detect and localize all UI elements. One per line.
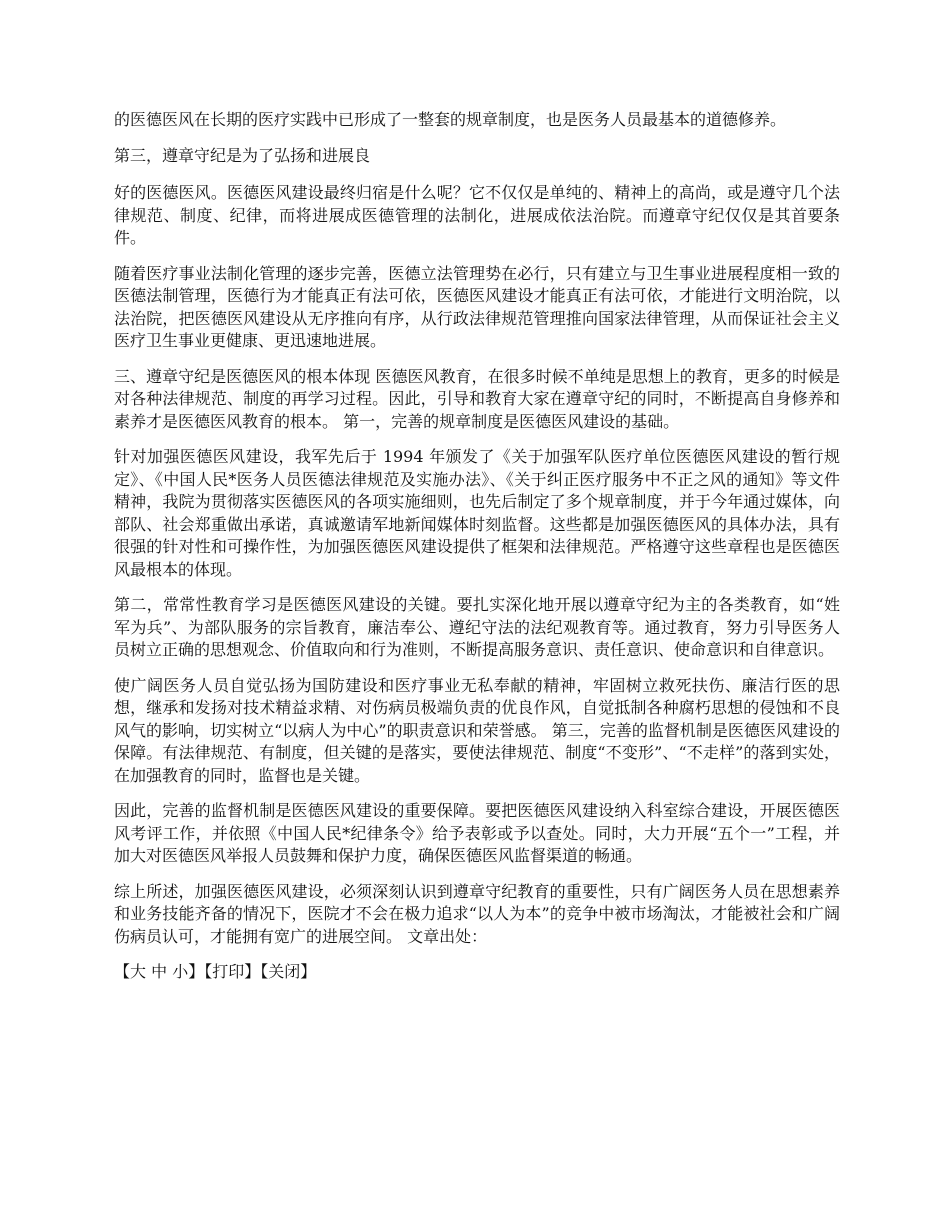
close-link[interactable]: 关闭 [268, 962, 301, 981]
bracket-close: 】 [188, 962, 205, 981]
paragraph-8: 使广阔医务人员自觉弘扬为国防建设和医疗事业无私奉献的精神，牢固树立救死扶伤、廉洁行医的思想，继承和发扬对技术精益求精、对伤病员极端负责的优良作风，自觉抵制各种腐朽思想的侵蚀和不良风气的影响，切实树立“以病人为中心”的职责意识和荣誉感。 第三，完善的监督机制是医德医风建设的保障。有法律规范、有制度，但关键的是落实，要使法律规范、制度“不变形”、“不走样”的落到实处，在加强教育的同时，监督也是关键。 [114, 675, 840, 785]
paragraph-5: 三、遵章守纪是医德医风的根本体现 医德医风教育，在很多时候不单纯是思想上的教育，更多的时候是对各种法律规范、制度的再学习过程。因此，引导和教育大家在遵章守纪的同时，不断提高自身修养和素养才是医德医风教育的根本。 第一，完善的规章制度是医德医风建设的基础。 [114, 366, 840, 431]
bracket-open: 【 [260, 962, 269, 981]
paragraph-4: 随着医疗事业法制化管理的逐步完善，医德立法管理势在必行，只有建立与卫生事业进展程度相一致的医德法制管理，医德行为才能真正有法可依，医德医风建设才能真正有法可依，才能进行文明治院，以法治院，把医德医风建设从无序推向有序，从行政法律规范管理推向国家法律管理，从而保证社会主义医疗卫生事业更健康、更迅速地进展。 [114, 263, 840, 350]
document-body [114, 109, 840, 983]
paragraph-10: 综上所述，加强医德医风建设，必须深刻认识到遵章守纪教育的重要性，只有广阔医务人员在思想素养和业务技能齐备的情况下，医院才不会在极力追求“以人为本”的竞争中被市场淘汰，才能被社会和广阔伤病员认可，才能拥有宽广的进展空间。 文章出处： [114, 881, 840, 946]
print-link[interactable]: 打印 [212, 962, 245, 981]
paragraph-1: 的医德医风在长期的医疗实践中已形成了一整套的规章制度，也是医务人员最基本的道德修养。 [114, 110, 787, 129]
footer-links [114, 961, 840, 983]
paragraph-9: 因此，完善的监督机制是医德医风建设的重要保障。要把医德医风建设纳入科室综合建设，开展医德医风考评工作，并依照《中国人民*纪律条令》给予表彰或予以查处。同时，大力开展“五个一”工程，并加大对医德医风举报人员鼓舞和保护力度，确保医德医风监督渠道的畅通。 [114, 801, 840, 865]
bracket-close: 】 [244, 962, 261, 981]
bracket-close: 】 [300, 962, 317, 981]
paragraph-6: 针对加强医德医风建设，我军先后于 1994 年颁发了《关于加强军队医疗单位医德医风建设的暂行规定》、《中国人民*医务人员医德法律规范及实施办法》、《关于纠正医疗服务中不正之风的通知》等文件精神，我院为贯彻落实医德医风的各项实施细则，也先后制定了多个规章制度，并于今年通过媒体，向部队、社会郑重做出承诺，真诚邀请军地新闻媒体时刻监督。这些都是加强医德医风的具体办法，具有很强的针对性和可操作性，为加强医德医风建设提供了框架和法律规范。严格遵守这些章程也是医德医风最根本的体现。 [114, 447, 840, 579]
paragraph-3: 好的医德医风。医德医风建设最终归宿是什么呢？它不仅仅是单纯的、精神上的高尚，或是遵守几个法律规范、制度、纪律，而将进展成医德管理的法制化，进展成依法治院。而遵章守纪仅仅是其首要条件。 [114, 183, 840, 247]
bracket-open: 【 [114, 962, 131, 981]
paragraph-7: 第二，常常性教育学习是医德医风建设的关键。要扎实深化地开展以遵章守纪为主的各类教育，如“姓军为兵”、为部队服务的宗旨教育，廉洁奉公、遵纪守法的法纪观教育等。通过教育，努力引导医务人员树立正确的思想观念、价值取向和行为准则，不断提高服务意识、责任意识、使命意识和自律意识。 [114, 595, 840, 659]
font-size-link[interactable]: 大 中 小 [130, 962, 189, 981]
paragraph-2: 第三，遵章守纪是为了弘扬和进展良 [114, 145, 371, 165]
bracket-open: 【 [204, 962, 213, 981]
